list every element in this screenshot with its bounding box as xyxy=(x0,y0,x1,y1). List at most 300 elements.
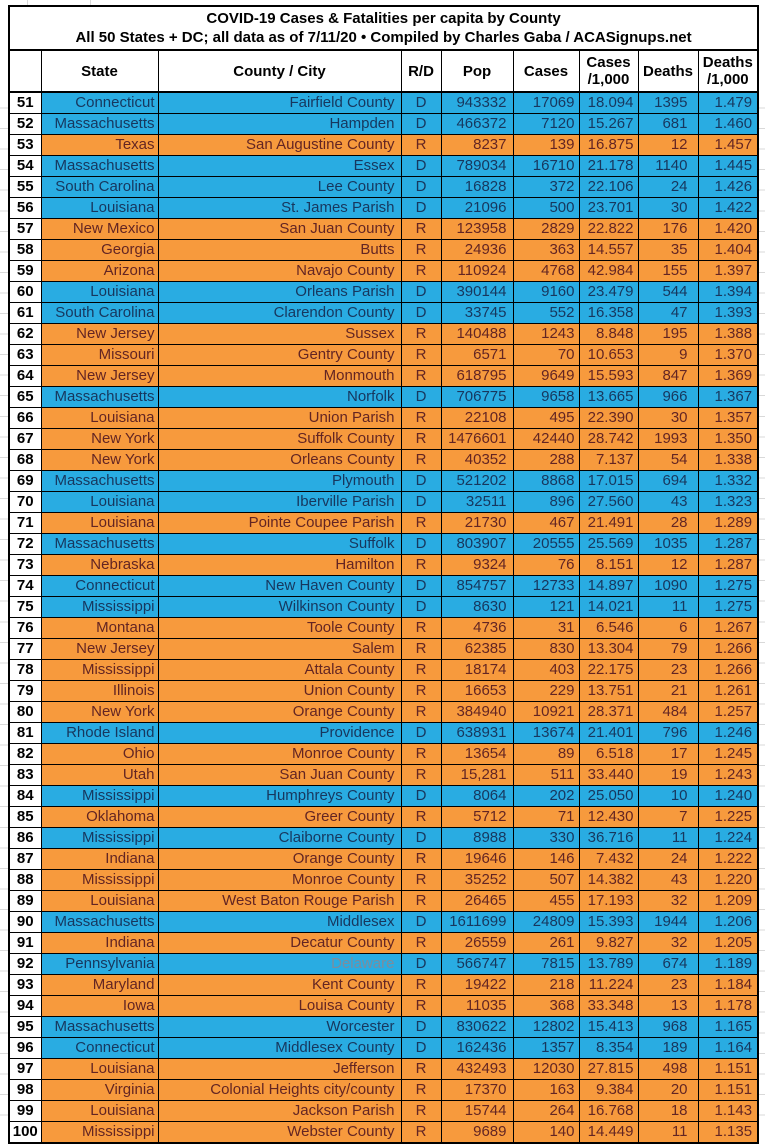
cell-state: Nebraska xyxy=(41,555,158,576)
cell-rank: 93 xyxy=(9,975,41,996)
cell-cases_per_1000: 17.015 xyxy=(579,471,638,492)
cell-deaths: 47 xyxy=(638,303,698,324)
cell-deaths: 23 xyxy=(638,660,698,681)
table-row xyxy=(9,1101,758,1122)
cell-cases_per_1000: 33.440 xyxy=(579,765,638,786)
table-row xyxy=(9,744,758,765)
cell-rank: 54 xyxy=(9,156,41,177)
table-row xyxy=(9,1038,758,1059)
cell-deaths_per_1000: 1.287 xyxy=(698,534,758,555)
cell-pop: 943332 xyxy=(441,92,513,114)
cell-cases_per_1000: 22.822 xyxy=(579,219,638,240)
cell-deaths: 1035 xyxy=(638,534,698,555)
cell-rank: 69 xyxy=(9,471,41,492)
cell-pop: 19646 xyxy=(441,849,513,870)
cell-pop: 830622 xyxy=(441,1017,513,1038)
cell-cases_per_1000: 21.178 xyxy=(579,156,638,177)
cell-deaths_per_1000: 1.445 xyxy=(698,156,758,177)
table-row xyxy=(9,975,758,996)
cell-party: D xyxy=(401,828,441,849)
cell-pop: 789034 xyxy=(441,156,513,177)
cell-party: R xyxy=(401,744,441,765)
cell-deaths_per_1000: 1.420 xyxy=(698,219,758,240)
cell-rank: 80 xyxy=(9,702,41,723)
cell-cases_per_1000: 22.106 xyxy=(579,177,638,198)
cell-rank: 52 xyxy=(9,114,41,135)
excel-gridlines-left-margin xyxy=(0,88,8,1118)
cell-deaths_per_1000: 1.350 xyxy=(698,429,758,450)
cell-county: Middlesex xyxy=(158,912,401,933)
cell-cases: 12030 xyxy=(513,1059,579,1080)
cell-party: R xyxy=(401,240,441,261)
cell-deaths: 13 xyxy=(638,996,698,1017)
cell-deaths_per_1000: 1.164 xyxy=(698,1038,758,1059)
table-row xyxy=(9,345,758,366)
cell-party: R xyxy=(401,1122,441,1144)
cell-cases: 511 xyxy=(513,765,579,786)
cell-cases: 140 xyxy=(513,1122,579,1144)
cell-pop: 5712 xyxy=(441,807,513,828)
cell-party: R xyxy=(401,702,441,723)
cell-pop: 26559 xyxy=(441,933,513,954)
cell-county: Orange County xyxy=(158,702,401,723)
cell-state: Massachusetts xyxy=(41,912,158,933)
cell-deaths_per_1000: 1.460 xyxy=(698,114,758,135)
column-header-party: R/D xyxy=(401,50,441,92)
title-row xyxy=(9,6,758,50)
cell-deaths: 20 xyxy=(638,1080,698,1101)
cell-state: Rhode Island xyxy=(41,723,158,744)
cell-pop: 35252 xyxy=(441,870,513,891)
cell-cases: 330 xyxy=(513,828,579,849)
table-title-block xyxy=(9,6,758,50)
cell-state: New Jersey xyxy=(41,366,158,387)
cell-county: Monroe County xyxy=(158,870,401,891)
cell-rank: 58 xyxy=(9,240,41,261)
cell-party: R xyxy=(401,933,441,954)
cell-party: D xyxy=(401,387,441,408)
cell-pop: 706775 xyxy=(441,387,513,408)
cell-party: R xyxy=(401,996,441,1017)
cell-county: Webster County xyxy=(158,1122,401,1144)
cell-pop: 521202 xyxy=(441,471,513,492)
cell-state: Mississippi xyxy=(41,660,158,681)
cell-county: San Juan County xyxy=(158,219,401,240)
cell-cases_per_1000: 7.137 xyxy=(579,450,638,471)
cell-deaths_per_1000: 1.266 xyxy=(698,660,758,681)
cell-county: Monroe County xyxy=(158,744,401,765)
cell-rank: 82 xyxy=(9,744,41,765)
cell-deaths: 23 xyxy=(638,975,698,996)
cell-party: R xyxy=(401,219,441,240)
cell-cases: 500 xyxy=(513,198,579,219)
cell-cases: 2829 xyxy=(513,219,579,240)
cell-deaths: 28 xyxy=(638,513,698,534)
cell-cases_per_1000: 6.518 xyxy=(579,744,638,765)
cell-rank: 73 xyxy=(9,555,41,576)
cell-pop: 16653 xyxy=(441,681,513,702)
cell-party: D xyxy=(401,282,441,303)
cell-county: Greer County xyxy=(158,807,401,828)
table-row xyxy=(9,849,758,870)
cell-cases: 363 xyxy=(513,240,579,261)
cell-cases_per_1000: 33.348 xyxy=(579,996,638,1017)
covid-county-spreadsheet xyxy=(8,5,759,1144)
table-row xyxy=(9,492,758,513)
cell-deaths_per_1000: 1.397 xyxy=(698,261,758,282)
cell-deaths: 681 xyxy=(638,114,698,135)
cell-county: Hampden xyxy=(158,114,401,135)
cell-deaths_per_1000: 1.266 xyxy=(698,639,758,660)
cell-deaths_per_1000: 1.275 xyxy=(698,576,758,597)
cell-deaths: 11 xyxy=(638,1122,698,1144)
cell-state: Connecticut xyxy=(41,92,158,114)
cell-pop: 6571 xyxy=(441,345,513,366)
cell-deaths: 484 xyxy=(638,702,698,723)
cell-cases: 896 xyxy=(513,492,579,513)
cell-state: Arizona xyxy=(41,261,158,282)
cell-rank: 94 xyxy=(9,996,41,1017)
cell-deaths: 9 xyxy=(638,345,698,366)
cell-pop: 110924 xyxy=(441,261,513,282)
cell-rank: 59 xyxy=(9,261,41,282)
cell-deaths: 79 xyxy=(638,639,698,660)
table-row xyxy=(9,597,758,618)
cell-pop: 4736 xyxy=(441,618,513,639)
cell-deaths: 6 xyxy=(638,618,698,639)
cell-rank: 61 xyxy=(9,303,41,324)
cell-pop: 466372 xyxy=(441,114,513,135)
cell-cases: 264 xyxy=(513,1101,579,1122)
table-row xyxy=(9,471,758,492)
cell-county: Delaware xyxy=(158,954,401,975)
table-row xyxy=(9,933,758,954)
cell-cases: 261 xyxy=(513,933,579,954)
cell-county: West Baton Rouge Parish xyxy=(158,891,401,912)
table-row xyxy=(9,429,758,450)
cell-deaths: 21 xyxy=(638,681,698,702)
cell-deaths: 968 xyxy=(638,1017,698,1038)
cell-party: D xyxy=(401,156,441,177)
cell-party: R xyxy=(401,408,441,429)
cell-deaths: 30 xyxy=(638,198,698,219)
cell-state: Louisiana xyxy=(41,1101,158,1122)
cell-state: Missouri xyxy=(41,345,158,366)
table-row xyxy=(9,807,758,828)
column-header-state: State xyxy=(41,50,158,92)
table-row xyxy=(9,261,758,282)
cell-pop: 33745 xyxy=(441,303,513,324)
table-row xyxy=(9,912,758,933)
cell-state: Massachusetts xyxy=(41,156,158,177)
table-row xyxy=(9,387,758,408)
cell-party: R xyxy=(401,450,441,471)
cell-cases_per_1000: 13.751 xyxy=(579,681,638,702)
cell-county: Fairfield County xyxy=(158,92,401,114)
cell-county: Louisa County xyxy=(158,996,401,1017)
table-row xyxy=(9,534,758,555)
cell-county: San Juan County xyxy=(158,765,401,786)
covid-county-table xyxy=(8,5,759,1144)
cell-rank: 75 xyxy=(9,597,41,618)
cell-pop: 9324 xyxy=(441,555,513,576)
cell-pop: 17370 xyxy=(441,1080,513,1101)
cell-county: Decatur County xyxy=(158,933,401,954)
cell-cases_per_1000: 13.789 xyxy=(579,954,638,975)
cell-deaths: 1993 xyxy=(638,429,698,450)
cell-cases_per_1000: 10.653 xyxy=(579,345,638,366)
cell-deaths_per_1000: 1.267 xyxy=(698,618,758,639)
cell-pop: 123958 xyxy=(441,219,513,240)
cell-pop: 9689 xyxy=(441,1122,513,1144)
cell-cases: 139 xyxy=(513,135,579,156)
table-row xyxy=(9,555,758,576)
cell-county: St. James Parish xyxy=(158,198,401,219)
cell-cases_per_1000: 15.413 xyxy=(579,1017,638,1038)
cell-cases: 71 xyxy=(513,807,579,828)
cell-deaths: 54 xyxy=(638,450,698,471)
cell-cases_per_1000: 9.384 xyxy=(579,1080,638,1101)
cell-cases_per_1000: 36.716 xyxy=(579,828,638,849)
cell-party: R xyxy=(401,324,441,345)
cell-party: D xyxy=(401,471,441,492)
cell-cases_per_1000: 12.430 xyxy=(579,807,638,828)
cell-cases: 372 xyxy=(513,177,579,198)
cell-deaths: 176 xyxy=(638,219,698,240)
cell-cases: 495 xyxy=(513,408,579,429)
cell-deaths_per_1000: 1.367 xyxy=(698,387,758,408)
cell-deaths: 544 xyxy=(638,282,698,303)
cell-deaths_per_1000: 1.184 xyxy=(698,975,758,996)
cell-county: Suffolk xyxy=(158,534,401,555)
cell-deaths: 12 xyxy=(638,135,698,156)
cell-deaths: 11 xyxy=(638,828,698,849)
cell-cases_per_1000: 14.021 xyxy=(579,597,638,618)
cell-party: R xyxy=(401,849,441,870)
cell-deaths_per_1000: 1.369 xyxy=(698,366,758,387)
cell-pop: 390144 xyxy=(441,282,513,303)
cell-state: Connecticut xyxy=(41,576,158,597)
cell-state: Louisiana xyxy=(41,408,158,429)
table-body xyxy=(9,92,758,1143)
cell-party: R xyxy=(401,975,441,996)
cell-state: Ohio xyxy=(41,744,158,765)
cell-state: New Jersey xyxy=(41,324,158,345)
cell-county: Clarendon County xyxy=(158,303,401,324)
cell-state: Massachusetts xyxy=(41,114,158,135)
cell-party: D xyxy=(401,303,441,324)
cell-county: Lee County xyxy=(158,177,401,198)
cell-pop: 19422 xyxy=(441,975,513,996)
cell-party: R xyxy=(401,681,441,702)
cell-party: R xyxy=(401,618,441,639)
cell-cases: 12733 xyxy=(513,576,579,597)
cell-cases_per_1000: 27.815 xyxy=(579,1059,638,1080)
cell-cases: 229 xyxy=(513,681,579,702)
cell-state: Mississippi xyxy=(41,828,158,849)
cell-state: Mississippi xyxy=(41,597,158,618)
cell-cases_per_1000: 16.358 xyxy=(579,303,638,324)
cell-deaths_per_1000: 1.245 xyxy=(698,744,758,765)
table-title: COVID-19 Cases & Fatalities per capita by County xyxy=(206,10,561,27)
cell-rank: 81 xyxy=(9,723,41,744)
cell-rank: 100 xyxy=(9,1122,41,1144)
cell-deaths_per_1000: 1.151 xyxy=(698,1059,758,1080)
cell-deaths_per_1000: 1.151 xyxy=(698,1080,758,1101)
cell-party: R xyxy=(401,660,441,681)
table-row xyxy=(9,702,758,723)
cell-pop: 22108 xyxy=(441,408,513,429)
cell-deaths_per_1000: 1.225 xyxy=(698,807,758,828)
cell-cases_per_1000: 27.560 xyxy=(579,492,638,513)
cell-rank: 89 xyxy=(9,891,41,912)
cell-county: New Haven County xyxy=(158,576,401,597)
cell-pop: 21730 xyxy=(441,513,513,534)
table-row xyxy=(9,723,758,744)
table-row xyxy=(9,1122,758,1144)
cell-rank: 76 xyxy=(9,618,41,639)
cell-party: R xyxy=(401,366,441,387)
cell-cases: 24809 xyxy=(513,912,579,933)
cell-party: R xyxy=(401,513,441,534)
cell-pop: 803907 xyxy=(441,534,513,555)
cell-county: Worcester xyxy=(158,1017,401,1038)
cell-pop: 566747 xyxy=(441,954,513,975)
table-row xyxy=(9,240,758,261)
cell-deaths_per_1000: 1.222 xyxy=(698,849,758,870)
cell-pop: 854757 xyxy=(441,576,513,597)
table-row xyxy=(9,92,758,114)
cell-cases_per_1000: 18.094 xyxy=(579,92,638,114)
cell-pop: 62385 xyxy=(441,639,513,660)
cell-pop: 618795 xyxy=(441,366,513,387)
column-header-row xyxy=(9,50,758,92)
cell-rank: 88 xyxy=(9,870,41,891)
cell-cases_per_1000: 16.768 xyxy=(579,1101,638,1122)
cell-cases_per_1000: 8.354 xyxy=(579,1038,638,1059)
cell-cases_per_1000: 25.569 xyxy=(579,534,638,555)
cell-cases_per_1000: 21.491 xyxy=(579,513,638,534)
table-row xyxy=(9,870,758,891)
cell-pop: 140488 xyxy=(441,324,513,345)
cell-deaths: 498 xyxy=(638,1059,698,1080)
cell-party: R xyxy=(401,135,441,156)
cell-cases: 76 xyxy=(513,555,579,576)
cell-party: D xyxy=(401,576,441,597)
cell-state: Indiana xyxy=(41,933,158,954)
cell-deaths_per_1000: 1.426 xyxy=(698,177,758,198)
cell-deaths: 24 xyxy=(638,849,698,870)
cell-deaths: 35 xyxy=(638,240,698,261)
cell-cases: 507 xyxy=(513,870,579,891)
cell-cases_per_1000: 15.267 xyxy=(579,114,638,135)
cell-state: Virginia xyxy=(41,1080,158,1101)
cell-state: Louisiana xyxy=(41,198,158,219)
cell-deaths_per_1000: 1.143 xyxy=(698,1101,758,1122)
cell-state: New York xyxy=(41,429,158,450)
cell-pop: 384940 xyxy=(441,702,513,723)
table-row xyxy=(9,786,758,807)
cell-county: Attala County xyxy=(158,660,401,681)
cell-cases: 4768 xyxy=(513,261,579,282)
cell-deaths: 155 xyxy=(638,261,698,282)
cell-state: New Mexico xyxy=(41,219,158,240)
table-row xyxy=(9,219,758,240)
cell-state: Louisiana xyxy=(41,492,158,513)
cell-cases: 403 xyxy=(513,660,579,681)
cell-rank: 86 xyxy=(9,828,41,849)
table-subtitle: All 50 States + DC; all data as of 7/11/20 • Compiled by Charles Gaba / ACASignups.net xyxy=(75,29,692,46)
cell-pop: 15744 xyxy=(441,1101,513,1122)
cell-cases: 9649 xyxy=(513,366,579,387)
cell-cases: 455 xyxy=(513,891,579,912)
cell-deaths: 1944 xyxy=(638,912,698,933)
cell-deaths: 12 xyxy=(638,555,698,576)
cell-county: Orange County xyxy=(158,849,401,870)
cell-pop: 32511 xyxy=(441,492,513,513)
cell-party: R xyxy=(401,1059,441,1080)
cell-cases: 202 xyxy=(513,786,579,807)
cell-pop: 11035 xyxy=(441,996,513,1017)
cell-party: R xyxy=(401,891,441,912)
cell-deaths: 1395 xyxy=(638,92,698,114)
cell-cases: 9160 xyxy=(513,282,579,303)
cell-county: Butts xyxy=(158,240,401,261)
cell-deaths_per_1000: 1.240 xyxy=(698,786,758,807)
cell-party: R xyxy=(401,345,441,366)
cell-county: Jackson Parish xyxy=(158,1101,401,1122)
cell-state: Georgia xyxy=(41,240,158,261)
cell-deaths: 11 xyxy=(638,597,698,618)
table-row xyxy=(9,639,758,660)
cell-cases: 7815 xyxy=(513,954,579,975)
cell-rank: 87 xyxy=(9,849,41,870)
cell-cases_per_1000: 25.050 xyxy=(579,786,638,807)
cell-party: D xyxy=(401,912,441,933)
cell-state: Indiana xyxy=(41,849,158,870)
cell-party: D xyxy=(401,492,441,513)
cell-cases: 17069 xyxy=(513,92,579,114)
cell-rank: 55 xyxy=(9,177,41,198)
cell-rank: 70 xyxy=(9,492,41,513)
cell-state: Texas xyxy=(41,135,158,156)
cell-deaths: 1090 xyxy=(638,576,698,597)
cell-deaths: 847 xyxy=(638,366,698,387)
cell-pop: 8237 xyxy=(441,135,513,156)
cell-cases: 42440 xyxy=(513,429,579,450)
cell-cases_per_1000: 14.382 xyxy=(579,870,638,891)
cell-party: D xyxy=(401,92,441,114)
cell-party: R xyxy=(401,555,441,576)
cell-rank: 67 xyxy=(9,429,41,450)
cell-county: Union Parish xyxy=(158,408,401,429)
cell-state: Iowa xyxy=(41,996,158,1017)
table-row xyxy=(9,198,758,219)
cell-deaths: 694 xyxy=(638,471,698,492)
cell-party: D xyxy=(401,198,441,219)
cell-deaths_per_1000: 1.135 xyxy=(698,1122,758,1144)
cell-deaths: 43 xyxy=(638,492,698,513)
table-row xyxy=(9,513,758,534)
cell-deaths_per_1000: 1.275 xyxy=(698,597,758,618)
cell-cases_per_1000: 14.897 xyxy=(579,576,638,597)
table-row xyxy=(9,765,758,786)
cell-cases_per_1000: 13.665 xyxy=(579,387,638,408)
cell-deaths_per_1000: 1.393 xyxy=(698,303,758,324)
cell-cases_per_1000: 7.432 xyxy=(579,849,638,870)
cell-state: Massachusetts xyxy=(41,471,158,492)
cell-state: Oklahoma xyxy=(41,807,158,828)
